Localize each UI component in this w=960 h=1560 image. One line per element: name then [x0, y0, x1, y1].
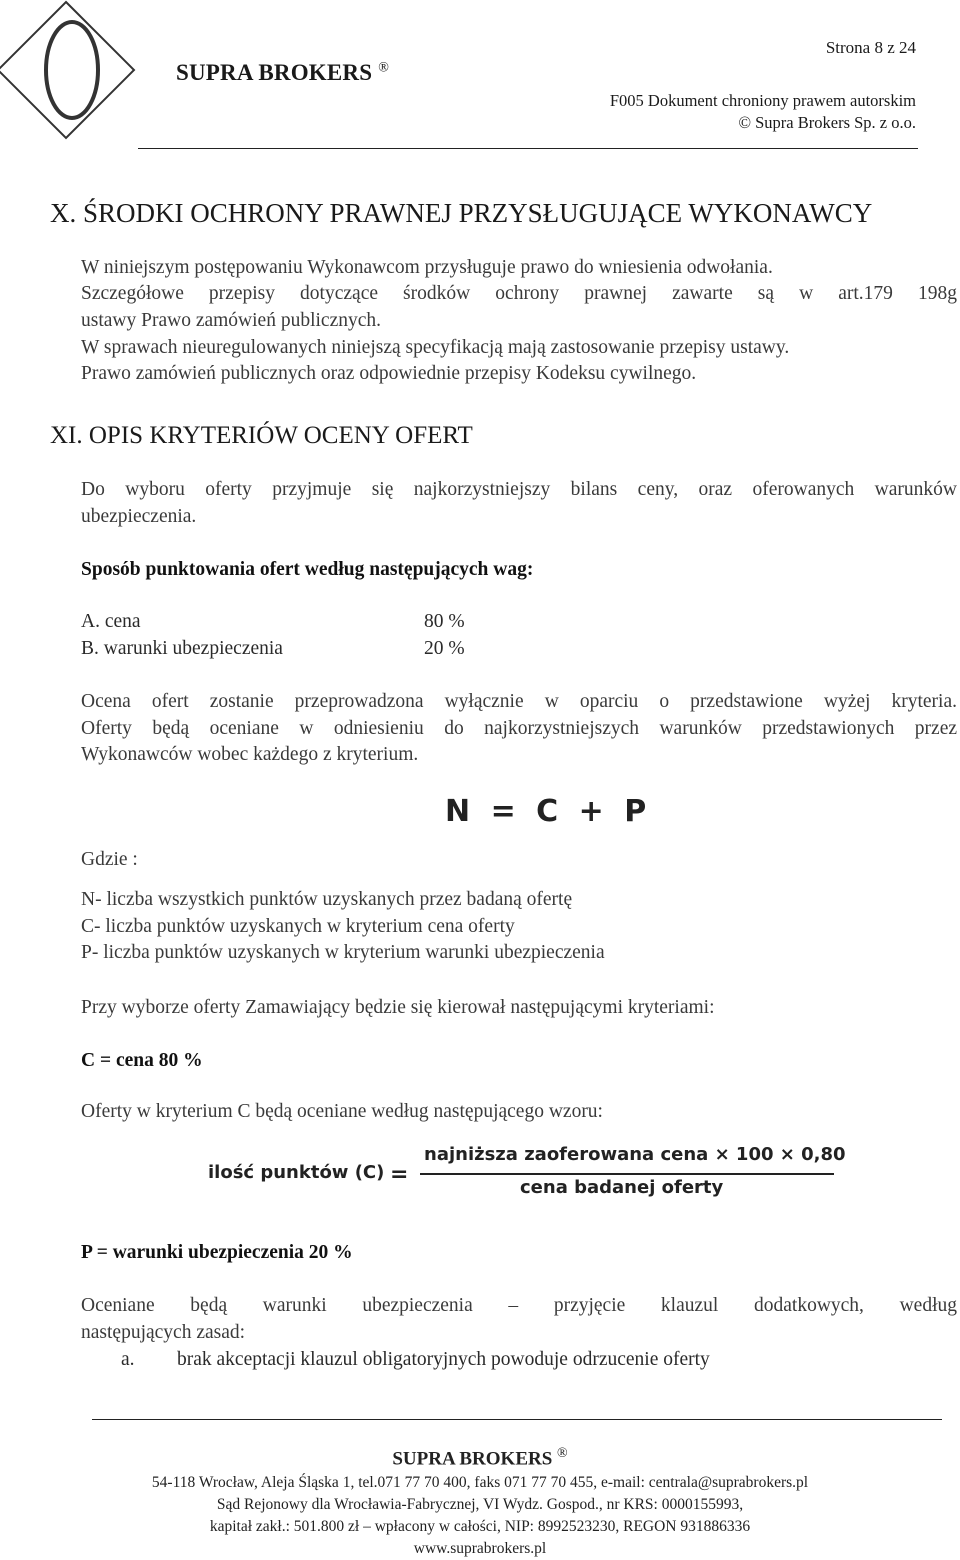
formula-numerator: najniższa zaoferowana cena × 100 × 0,80 [424, 1144, 846, 1165]
rule-marker: a. [121, 1349, 135, 1370]
section-x-line-3: ustawy Prawo zamówień publicznych. [81, 310, 382, 331]
formula-equals: = [390, 1162, 409, 1187]
footer-address: 54-118 Wrocław, Aleja Śląska 1, tel.071 77 70 400, faks 071 77 70 455, e-mail: centrala@suprabrokers.pl [151, 1474, 809, 1492]
footer-website: www.suprabrokers.pl [413, 1540, 547, 1558]
weight-row-conditions [81, 636, 465, 663]
header-brand: SUPRA BROKERS ® [176, 60, 390, 85]
copyright-notice: © Supra Brokers Sp. z o.o. [738, 113, 916, 132]
conditions-intro-line-2: następujących zasad: [81, 1322, 246, 1343]
formula-lhs: ilość punktów (C) [208, 1162, 385, 1183]
rule-item [121, 1347, 710, 1374]
definition-n: N- liczba wszystkich punktów uzyskanych przez badaną ofertę [81, 889, 573, 910]
weight-label: B. warunki ubezpieczenia [81, 637, 283, 659]
section-xi-heading: XI. OPIS KRYTERIÓW OCENY OFERT [50, 422, 473, 449]
registered-mark: ® [378, 60, 390, 76]
formula-n: N [445, 794, 472, 829]
section-x-line-5: Prawo zamówień publicznych oraz odpowiednie przepisy Kodeksu cywilnego. [81, 363, 697, 384]
evaluation-line-3: Wykonawców wobec każdego z kryterium. [81, 744, 419, 765]
footer [0, 1441, 960, 1560]
header-doc-info [610, 90, 916, 134]
footer-court: Sąd Rejonowy dla Wrocławia-Fabrycznej, VI Wydz. Gospod., nr KRS: 0000155993, [216, 1496, 744, 1514]
weights-list [81, 609, 465, 662]
weight-label: A. cena [81, 611, 141, 632]
definition-p: P- liczba punktów uzyskanych w kryterium warunki ubezpieczenia [81, 942, 605, 963]
weight-value: 20 % [424, 637, 465, 659]
page-number: Strona 8 z 24 [825, 38, 916, 57]
rule-text: brak akceptacji klauzul obligatoryjnych powoduje odrzucenie oferty [177, 1349, 710, 1370]
fraction-bar [420, 1173, 834, 1175]
footer-rule [92, 1419, 942, 1420]
section-x-line-1: W niniejszym postępowaniu Wykonawcom przysługuje prawo do wniesienia odwołania. [81, 257, 773, 278]
footer-capital: kapitał zakł.: 501.800 zł – wpłacony w całości, NIP: 8992523230, REGON 931886336 [209, 1518, 751, 1536]
logo-diamond-icon [0, 0, 140, 140]
price-criterion-heading: C = cena 80 % [81, 1050, 203, 1071]
weights-heading: Sposób punktowania ofert według następujących wag: [81, 559, 534, 580]
evaluation-line-1: Ocena ofert zostanie przeprowadzona wyłącznie w oparciu o przedstawione wyżej kryteria. [81, 691, 957, 712]
formula-denominator: cena badanej oferty [520, 1177, 724, 1198]
conditions-intro-line-1: Oceniane będą warunki ubezpieczenia – przyjęcie klauzul dodatkowych, według [81, 1295, 957, 1316]
total-score-formula [445, 794, 647, 829]
section-x-line-4: W sprawach nieuregulowanych niniejszą specyfikacją mają zastosowanie przepisy ustawy. [81, 337, 790, 358]
price-formula-intro: Oferty w kryterium C będą oceniane według następującego wzoru: [81, 1101, 603, 1122]
doc-id: F005 Dokument chroniony prawem autorskim [609, 91, 916, 110]
definition-c: C- liczba punktów uzyskanych w kryterium cena oferty [81, 916, 515, 937]
weight-row-price [81, 609, 465, 636]
where-label: Gdzie : [81, 849, 138, 870]
header-rule [138, 148, 918, 149]
intro-line-2: ubezpieczenia. [81, 506, 197, 527]
formula-c: C [536, 794, 560, 829]
criteria-intro: Przy wyborze oferty Zamawiający będzie się kierował następującymi kryteriami: [81, 997, 715, 1018]
evaluation-line-2: Oferty będą oceniane w odniesieniu do najkorzystniejszych warunków przedstawionych przez [81, 718, 957, 739]
intro-line-1: Do wyboru oferty przyjmuje się najkorzystniejszy bilans ceny, oraz oferowanych warunków [81, 479, 957, 500]
formula-p: P [624, 794, 648, 829]
formula-equals: = [490, 794, 517, 829]
weight-value: 80 % [424, 611, 465, 632]
conditions-criterion-heading: P = warunki ubezpieczenia 20 % [81, 1242, 353, 1263]
registered-mark: ® [557, 1446, 568, 1461]
footer-brand: SUPRA BROKERS ® [392, 1446, 568, 1470]
section-x-line-2: Szczegółowe przepisy dotyczące środków ochrony prawnej zawarte są w art.179 198g [81, 283, 957, 304]
section-x-heading: X. ŚRODKI OCHRONY PRAWNEJ PRZYSŁUGUJĄCE WYKONAWCY [50, 198, 873, 228]
formula-plus: + [578, 794, 605, 829]
